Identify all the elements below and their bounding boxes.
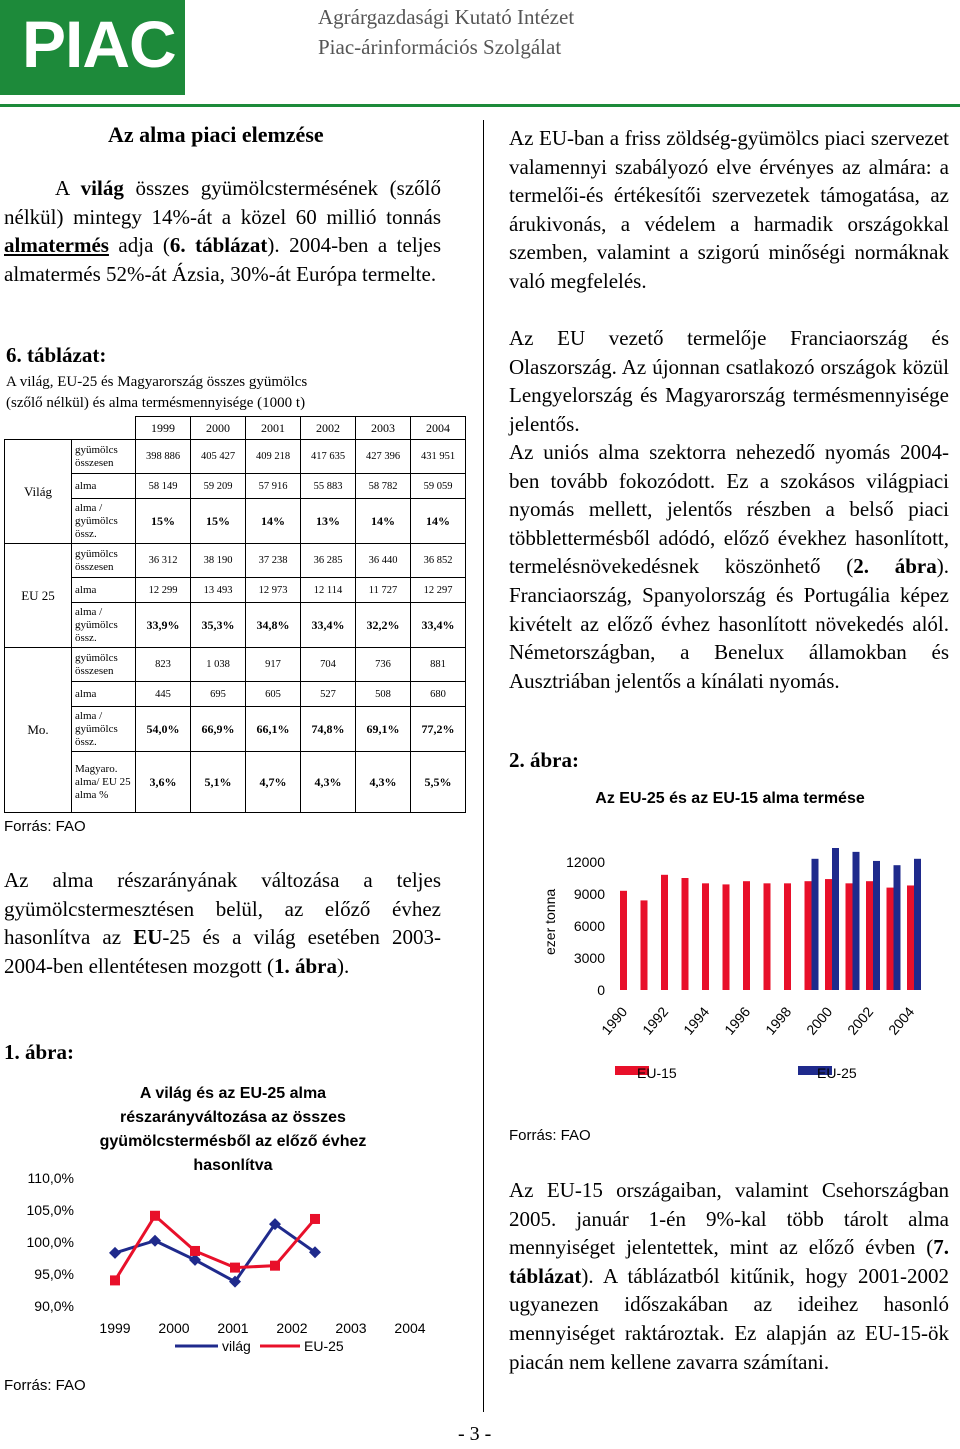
bar [907, 885, 914, 990]
table-cell: 36 852 [411, 544, 466, 578]
bar [812, 859, 819, 990]
intro-run: adja ( [108, 233, 170, 258]
page-number: - 3 - [458, 1423, 492, 1445]
legend-label: EU-25 [304, 1338, 344, 1354]
row-label: gyümölcs összesen [72, 648, 136, 682]
table-cell: 74,8% [301, 707, 356, 752]
year-header: 2001 [246, 417, 301, 440]
table-cell: 917 [246, 648, 301, 682]
x-tick-label: 1994 [680, 1003, 713, 1038]
y-axis-label: ezer tonna [542, 888, 558, 955]
share-change-chart [0, 1160, 470, 1360]
y-tick-label: 12000 [566, 854, 605, 870]
share-run: ). [337, 953, 350, 978]
table-header-row [5, 417, 466, 440]
bar [641, 900, 648, 990]
pressure-paragraph [509, 438, 949, 695]
year-header: 2002 [301, 417, 356, 440]
table-row [5, 752, 466, 813]
table-cell: 37 238 [246, 544, 301, 578]
logo-text: PIAC [22, 7, 176, 81]
share-run: Az alma részarányának változása a teljes gyümölcstermesztésen belül, az előző évhez hasonlítva az [4, 868, 441, 950]
legend-label: EU-25 [817, 1065, 857, 1081]
data-point [150, 1211, 160, 1221]
header-rule [0, 104, 960, 107]
bar [873, 861, 880, 990]
bar [866, 881, 873, 990]
table-row [5, 544, 466, 578]
pressure-run: 2. ábra [853, 554, 937, 579]
table-cell: 54,0% [136, 707, 191, 752]
bar [825, 879, 832, 990]
x-tick-label: 2000 [803, 1003, 836, 1038]
column-divider [483, 120, 484, 1412]
share-run: -25 és a világ esetében 2003-2004-ben ellentétesen mozgott ( [4, 925, 441, 978]
bar [682, 878, 689, 990]
bar [832, 848, 839, 990]
table-cell: 38 190 [191, 544, 246, 578]
table-cell: 33,4% [301, 603, 356, 648]
table-cell: 405 427 [191, 440, 246, 474]
table-cell: 398 886 [136, 440, 191, 474]
row-group-label: Világ [5, 440, 72, 544]
storage-run: 7. táblázat [509, 1235, 949, 1288]
storage-run: ). A táblázatból kitűnik, hogy 2001-2002 ugyanezen időszakában az ideihez hasonló mennyiséget raktároztak. Ez alapján az EU-15-ök piacán nem kellene zavarra számítani. [509, 1263, 949, 1374]
bar [894, 865, 901, 990]
table-cell: 12 299 [136, 578, 191, 603]
bar [661, 875, 668, 990]
table-cell: 5,1% [191, 752, 246, 813]
data-point [230, 1263, 240, 1273]
bar [784, 883, 791, 990]
x-tick-label: 1998 [762, 1003, 795, 1038]
year-header: 1999 [136, 417, 191, 440]
bar [805, 881, 812, 990]
figure2-label: 2. ábra: [509, 748, 579, 772]
table-cell: 14% [246, 499, 301, 544]
table-cell: 427 396 [356, 440, 411, 474]
table-title: 6. táblázat: [6, 343, 107, 367]
intro-run: összes gyümölcstermésének (szőlő nélkül) mintegy 14%-át a közel 60 millió tonnás [4, 176, 441, 229]
row-label: gyümölcs összesen [72, 440, 136, 474]
intro-run: almatermés [4, 233, 109, 258]
table-cell: 66,9% [191, 707, 246, 752]
x-tick-label: 2001 [217, 1320, 249, 1336]
storage-paragraph [509, 1176, 949, 1376]
figure1-source: Forrás: FAO [4, 1377, 86, 1394]
table-cell: 36 440 [356, 544, 411, 578]
row-label: alma [72, 474, 136, 499]
table-cell: 14% [411, 499, 466, 544]
table-cell: 12 973 [246, 578, 301, 603]
year-header: 2003 [356, 417, 411, 440]
table-cell: 417 635 [301, 440, 356, 474]
row-label: gyümölcs összesen [72, 544, 136, 578]
share-paragraph [4, 866, 441, 980]
table-cell: 508 [356, 682, 411, 707]
table-cell: 33,4% [411, 603, 466, 648]
x-tick-label: 2000 [158, 1320, 190, 1336]
table-cell: 11 727 [356, 578, 411, 603]
table-row [5, 682, 466, 707]
table-cell: 4,3% [356, 752, 411, 813]
table-cell: 77,2% [411, 707, 466, 752]
market-org-paragraph: Az EU-ban a friss zöldség-gyümölcs piaci szervezet valamennyi szabályozó elve érvényes az almára: a termelői-és értékesítői szervezetek támogatása, az árukivonás, a védelem a harmadik országokkal szemben, valamint a szigorú minőségi normáknak való megfelelés. [509, 126, 949, 293]
table-cell: 431 951 [411, 440, 466, 474]
data-point [270, 1261, 280, 1271]
intro-run: A [55, 176, 81, 200]
data-point [149, 1235, 161, 1247]
table-cell: 35,3% [191, 603, 246, 648]
storage-run: Az EU-15 országaiban, valamint Csehországban 2005. január 1-én 9%-kal több tárolt alma mennyiséget jelentettek, mint az előző évben ( [509, 1178, 949, 1260]
table-subtitle-2: (szőlő nélkül) és alma termésmennyisége (1000 t) [6, 395, 306, 411]
intro-paragraph [4, 174, 441, 288]
service-name: Piac-árinformációs Szolgálat [318, 35, 562, 59]
figure2-source: Forrás: FAO [509, 1127, 591, 1144]
y-tick-label: 6000 [573, 918, 605, 934]
chart2-title: Az EU-25 és az EU-15 alma termése [595, 790, 865, 807]
table-cell: 680 [411, 682, 466, 707]
table-cell: 12 297 [411, 578, 466, 603]
data-point [109, 1247, 121, 1259]
y-tick-label: 95,0% [34, 1266, 74, 1282]
x-tick-label: 1992 [639, 1003, 672, 1038]
table-cell: 736 [356, 648, 411, 682]
year-header: 2000 [191, 417, 246, 440]
y-tick-label: 110,0% [27, 1170, 74, 1186]
bar [914, 859, 921, 990]
intro-run: ). 2004-ben a teljes almatermés 52%-át Ázsia, 30%-át Európa termelte. [4, 233, 441, 286]
table-row [5, 603, 466, 648]
y-tick-label: 3000 [573, 950, 605, 966]
x-tick-label: 2004 [885, 1003, 918, 1038]
table-row [5, 578, 466, 603]
bar [887, 888, 894, 990]
table-cell: 695 [191, 682, 246, 707]
table-cell: 3,6% [136, 752, 191, 813]
bar [764, 883, 771, 990]
producers-paragraph: Az EU vezető termelője Franciaország és Olaszország. Az újonnan csatlakozó országok közül Lengyelország és Magyarország termésmennyisége jelentős. [509, 326, 949, 436]
y-tick-label: 100,0% [26, 1234, 74, 1250]
table-subtitle-1: A világ, EU-25 és Magyarország összes gyümölcs [6, 374, 308, 390]
table-row [5, 474, 466, 499]
figure1-label: 1. ábra: [4, 1040, 74, 1064]
table-cell: 59 209 [191, 474, 246, 499]
data-point [190, 1246, 200, 1256]
data-point [110, 1275, 120, 1285]
table-cell: 5,5% [411, 752, 466, 813]
article-title: Az alma piaci elemzése [108, 122, 324, 147]
table-cell: 14% [356, 499, 411, 544]
row-group-label: EU 25 [5, 544, 72, 648]
table-cell: 15% [136, 499, 191, 544]
x-tick-label: 1999 [99, 1320, 131, 1336]
row-label: alma [72, 578, 136, 603]
table-cell: 4,3% [301, 752, 356, 813]
bar [723, 884, 730, 990]
chart1-title: A világ és az EU-25 alma részarányváltozása az összes gyümölcstermésből az előző évhez hasonlítva [99, 1085, 367, 1174]
table-cell: 409 218 [246, 440, 301, 474]
table-cell: 55 883 [301, 474, 356, 499]
table-row [5, 499, 466, 544]
table-cell: 36 285 [301, 544, 356, 578]
table-cell: 12 114 [301, 578, 356, 603]
y-tick-label: 90,0% [34, 1298, 74, 1314]
table-cell: 58 149 [136, 474, 191, 499]
x-tick-label: 2004 [394, 1320, 426, 1336]
table-cell: 1 038 [191, 648, 246, 682]
pressure-run: ). Franciaország, Spanyolország és Portugália képez kivételt az előző évhez hasonlított növekedés alól. Németországban, a Benelux államokban és Ausztriában jelentős a kínálati nyomás. [509, 554, 950, 693]
intro-run: 6. táblázat [169, 233, 268, 258]
table-cell: 34,8% [246, 603, 301, 648]
table-cell: 527 [301, 682, 356, 707]
x-tick-label: 1990 [598, 1003, 631, 1038]
table-cell: 36 312 [136, 544, 191, 578]
table-cell: 4,7% [246, 752, 301, 813]
table-cell: 704 [301, 648, 356, 682]
table-row [5, 707, 466, 752]
x-tick-label: 2003 [335, 1320, 367, 1336]
table-cell: 58 782 [356, 474, 411, 499]
intro-run: világ [80, 176, 124, 200]
table-cell: 15% [191, 499, 246, 544]
x-tick-label: 2002 [844, 1003, 877, 1038]
bar [620, 891, 627, 990]
legend-label: EU-15 [637, 1065, 677, 1081]
table-cell: 32,2% [356, 603, 411, 648]
share-run: EU [133, 925, 163, 950]
pressure-run: Az uniós alma szektorra nehezedő nyomás 2004-ben tovább fokozódott. Ez a szokásos világpiaci nyomás mellett, jelentős részben a belső piaci többlettermésből adódó, előző évekhez hasonlított, termelésnövekedésnek köszönhető ( [509, 440, 949, 579]
year-header: 2004 [411, 417, 466, 440]
table-cell: 33,9% [136, 603, 191, 648]
table-cell: 881 [411, 648, 466, 682]
table-cell: 13 493 [191, 578, 246, 603]
table-cell: 605 [246, 682, 301, 707]
row-label: Magyaro. alma/ EU 25 alma % [72, 752, 136, 813]
table-cell: 59 059 [411, 474, 466, 499]
row-label: alma / gyümölcs össz. [72, 603, 136, 648]
apple-production-chart [500, 840, 955, 1100]
institute-name: Agrárgazdasági Kutató Intézet [318, 5, 575, 29]
table-cell: 823 [136, 648, 191, 682]
table-cell: 13% [301, 499, 356, 544]
table-row [5, 648, 466, 682]
y-tick-label: 9000 [573, 886, 605, 902]
share-run: 1. ábra [274, 953, 337, 978]
bar [853, 852, 860, 990]
legend-label: világ [222, 1338, 251, 1354]
production-table [4, 416, 466, 813]
row-label: alma / gyümölcs össz. [72, 707, 136, 752]
table-cell: 69,1% [356, 707, 411, 752]
y-tick-label: 105,0% [26, 1202, 74, 1218]
table-cell: 66,1% [246, 707, 301, 752]
bar [846, 883, 853, 990]
row-label: alma [72, 682, 136, 707]
table-cell: 445 [136, 682, 191, 707]
data-point [310, 1214, 320, 1224]
x-tick-label: 2002 [276, 1320, 308, 1336]
bar [702, 883, 709, 990]
table-cell: 57 916 [246, 474, 301, 499]
bar [743, 881, 750, 990]
y-tick-label: 0 [597, 982, 605, 998]
x-tick-label: 1996 [721, 1003, 754, 1038]
row-label: alma / gyümölcs össz. [72, 499, 136, 544]
row-group-label: Mo. [5, 648, 72, 813]
table-source: Forrás: FAO [4, 818, 86, 835]
table-row [5, 440, 466, 474]
